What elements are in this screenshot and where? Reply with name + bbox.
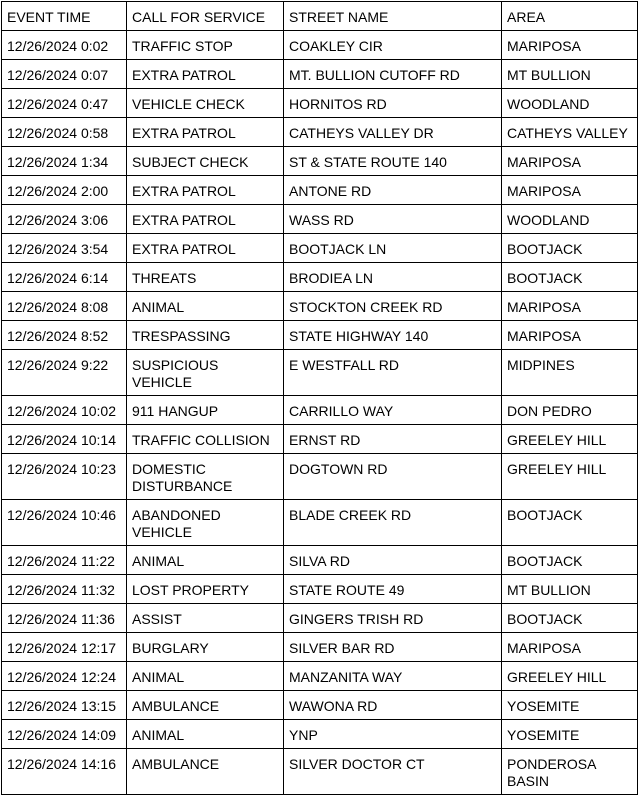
cell-event-time: 12/26/2024 1:34 <box>2 147 127 176</box>
cell-area: BOOTJACK <box>502 546 638 575</box>
table-row <box>2 749 638 795</box>
cell-call-for-service: AMBULANCE <box>127 691 284 720</box>
table-row <box>2 396 638 425</box>
table-row <box>2 350 638 396</box>
table-row <box>2 604 638 633</box>
cell-street-name: ERNST RD <box>284 425 502 454</box>
cell-street-name: BRODIEA LN <box>284 263 502 292</box>
cell-area: MARIPOSA <box>502 176 638 205</box>
cell-street-name: CATHEYS VALLEY DR <box>284 118 502 147</box>
cell-call-for-service: SUBJECT CHECK <box>127 147 284 176</box>
cell-call-for-service: SUSPICIOUS VEHICLE <box>127 350 284 396</box>
cell-area: MARIPOSA <box>502 321 638 350</box>
cell-area: GREELEY HILL <box>502 662 638 691</box>
table-row <box>2 89 638 118</box>
cell-area: GREELEY HILL <box>502 425 638 454</box>
cell-event-time: 12/26/2024 3:06 <box>2 205 127 234</box>
cell-event-time: 12/26/2024 10:23 <box>2 454 127 500</box>
cell-street-name: STATE HIGHWAY 140 <box>284 321 502 350</box>
cell-call-for-service: ANIMAL <box>127 546 284 575</box>
cell-event-time: 12/26/2024 0:58 <box>2 118 127 147</box>
table-row <box>2 263 638 292</box>
cell-call-for-service: DOMESTIC DISTURBANCE <box>127 454 284 500</box>
cell-area: MIDPINES <box>502 350 638 396</box>
table-row <box>2 321 638 350</box>
table-row <box>2 147 638 176</box>
cell-call-for-service: BURGLARY <box>127 633 284 662</box>
header-call-for-service: CALL FOR SERVICE <box>127 2 284 31</box>
cell-call-for-service: EXTRA PATROL <box>127 118 284 147</box>
cell-street-name: SILVER BAR RD <box>284 633 502 662</box>
cell-street-name: YNP <box>284 720 502 749</box>
cell-area: BOOTJACK <box>502 500 638 546</box>
cell-event-time: 12/26/2024 11:36 <box>2 604 127 633</box>
cell-call-for-service: ANIMAL <box>127 292 284 321</box>
cell-area: MARIPOSA <box>502 633 638 662</box>
table-row <box>2 118 638 147</box>
header-street-name: STREET NAME <box>284 2 502 31</box>
cell-area: MT BULLION <box>502 60 638 89</box>
cell-event-time: 12/26/2024 8:08 <box>2 292 127 321</box>
cell-event-time: 12/26/2024 12:17 <box>2 633 127 662</box>
header-event-time: EVENT TIME <box>2 2 127 31</box>
cell-event-time: 12/26/2024 0:47 <box>2 89 127 118</box>
cell-street-name: E WESTFALL RD <box>284 350 502 396</box>
cell-call-for-service: LOST PROPERTY <box>127 575 284 604</box>
cell-area: DON PEDRO <box>502 396 638 425</box>
cell-call-for-service: EXTRA PATROL <box>127 205 284 234</box>
cell-street-name: COAKLEY CIR <box>284 31 502 60</box>
table-row <box>2 60 638 89</box>
cell-event-time: 12/26/2024 0:02 <box>2 31 127 60</box>
cell-area: GREELEY HILL <box>502 454 638 500</box>
cell-street-name: CARRILLO WAY <box>284 396 502 425</box>
cell-area: BOOTJACK <box>502 234 638 263</box>
cell-area: YOSEMITE <box>502 691 638 720</box>
cell-call-for-service: ABANDONED VEHICLE <box>127 500 284 546</box>
cell-event-time: 12/26/2024 10:02 <box>2 396 127 425</box>
table-row <box>2 454 638 500</box>
table-row <box>2 500 638 546</box>
cell-call-for-service: TRAFFIC COLLISION <box>127 425 284 454</box>
cell-street-name: DOGTOWN RD <box>284 454 502 500</box>
cell-event-time: 12/26/2024 14:09 <box>2 720 127 749</box>
cell-street-name: BOOTJACK LN <box>284 234 502 263</box>
cell-street-name: WAWONA RD <box>284 691 502 720</box>
cell-event-time: 12/26/2024 2:00 <box>2 176 127 205</box>
cell-event-time: 12/26/2024 3:54 <box>2 234 127 263</box>
cell-area: MARIPOSA <box>502 292 638 321</box>
cell-event-time: 12/26/2024 9:22 <box>2 350 127 396</box>
cell-street-name: ANTONE RD <box>284 176 502 205</box>
cell-event-time: 12/26/2024 8:52 <box>2 321 127 350</box>
table-row <box>2 176 638 205</box>
cell-street-name: SILVER DOCTOR CT <box>284 749 502 795</box>
table-row <box>2 546 638 575</box>
cell-area: MARIPOSA <box>502 147 638 176</box>
cell-call-for-service: TRESPASSING <box>127 321 284 350</box>
cell-street-name: MANZANITA WAY <box>284 662 502 691</box>
cell-call-for-service: ANIMAL <box>127 662 284 691</box>
cell-street-name: HORNITOS RD <box>284 89 502 118</box>
cell-call-for-service: ANIMAL <box>127 720 284 749</box>
cell-event-time: 12/26/2024 11:32 <box>2 575 127 604</box>
table-row <box>2 425 638 454</box>
cell-call-for-service: AMBULANCE <box>127 749 284 795</box>
table-row <box>2 205 638 234</box>
cell-street-name: MT. BULLION CUTOFF RD <box>284 60 502 89</box>
table-header <box>2 2 638 31</box>
call-log-table <box>1 1 638 795</box>
cell-call-for-service: EXTRA PATROL <box>127 234 284 263</box>
header-area: AREA <box>502 2 638 31</box>
cell-area: WOODLAND <box>502 205 638 234</box>
cell-area: WOODLAND <box>502 89 638 118</box>
cell-area: BOOTJACK <box>502 263 638 292</box>
cell-call-for-service: TRAFFIC STOP <box>127 31 284 60</box>
cell-call-for-service: EXTRA PATROL <box>127 176 284 205</box>
cell-area: MARIPOSA <box>502 31 638 60</box>
cell-call-for-service: THREATS <box>127 263 284 292</box>
cell-street-name: ST & STATE ROUTE 140 <box>284 147 502 176</box>
table-row <box>2 633 638 662</box>
header-row <box>2 2 638 31</box>
cell-event-time: 12/26/2024 10:14 <box>2 425 127 454</box>
table-row <box>2 575 638 604</box>
cell-area: PONDEROSA BASIN <box>502 749 638 795</box>
cell-area: MT BULLION <box>502 575 638 604</box>
cell-event-time: 12/26/2024 11:22 <box>2 546 127 575</box>
cell-call-for-service: VEHICLE CHECK <box>127 89 284 118</box>
table-row <box>2 720 638 749</box>
cell-event-time: 12/26/2024 6:14 <box>2 263 127 292</box>
cell-street-name: STATE ROUTE 49 <box>284 575 502 604</box>
table-row <box>2 234 638 263</box>
table-row <box>2 691 638 720</box>
cell-street-name: GINGERS TRISH RD <box>284 604 502 633</box>
cell-call-for-service: ASSIST <box>127 604 284 633</box>
cell-area: BOOTJACK <box>502 604 638 633</box>
table-row <box>2 292 638 321</box>
cell-street-name: BLADE CREEK RD <box>284 500 502 546</box>
table-row <box>2 31 638 60</box>
table-body <box>2 31 638 795</box>
cell-event-time: 12/26/2024 13:15 <box>2 691 127 720</box>
cell-area: YOSEMITE <box>502 720 638 749</box>
table-row <box>2 662 638 691</box>
cell-event-time: 12/26/2024 10:46 <box>2 500 127 546</box>
cell-street-name: WASS RD <box>284 205 502 234</box>
cell-street-name: STOCKTON CREEK RD <box>284 292 502 321</box>
cell-event-time: 12/26/2024 12:24 <box>2 662 127 691</box>
cell-call-for-service: EXTRA PATROL <box>127 60 284 89</box>
cell-area: CATHEYS VALLEY <box>502 118 638 147</box>
cell-event-time: 12/26/2024 14:16 <box>2 749 127 795</box>
cell-event-time: 12/26/2024 0:07 <box>2 60 127 89</box>
cell-street-name: SILVA RD <box>284 546 502 575</box>
cell-call-for-service: 911 HANGUP <box>127 396 284 425</box>
